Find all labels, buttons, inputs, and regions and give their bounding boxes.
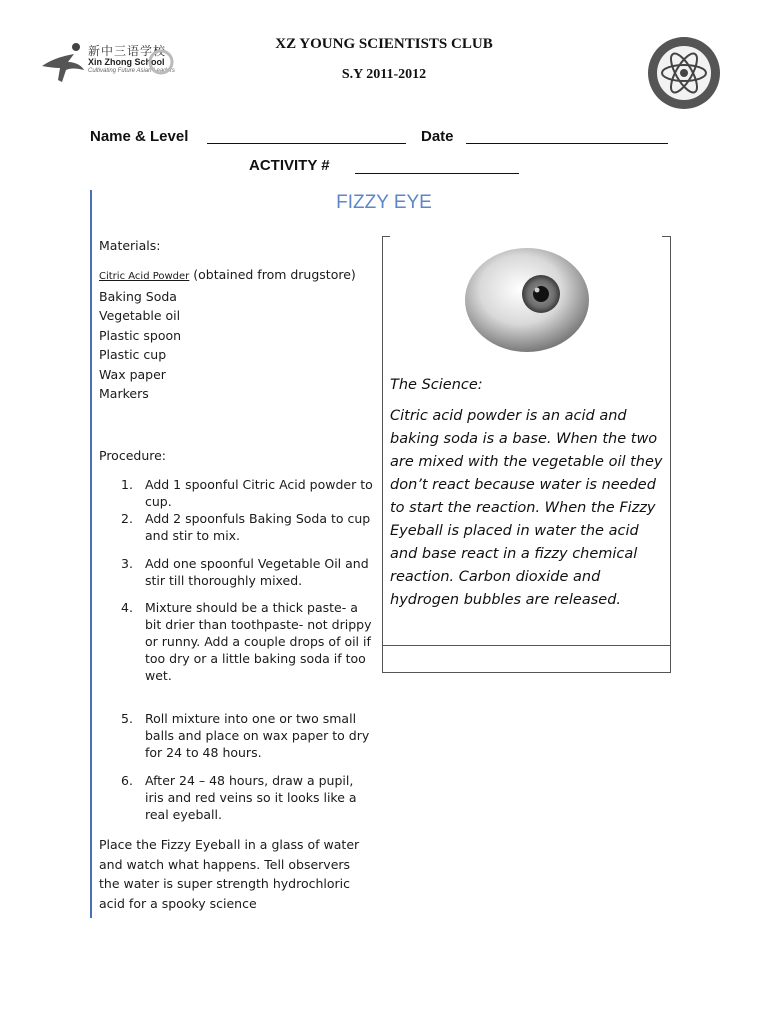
eyeball-image — [463, 247, 591, 353]
material-item: Vegetable oil — [99, 308, 181, 323]
material-item: Markers — [99, 386, 149, 401]
science-box-divider — [382, 645, 671, 646]
name-level-blank-line[interactable] — [207, 143, 406, 144]
material-citric-acid-name: Citric Acid Powder — [99, 271, 190, 282]
material-citric-acid-note: (obtained from drugstore) — [189, 267, 356, 282]
activity-number-blank-line[interactable] — [355, 173, 519, 174]
material-citric-acid — [99, 265, 359, 287]
activity-number-label: ACTIVITY # — [249, 157, 330, 174]
school-year: S.Y 2011-2012 — [341, 67, 427, 82]
step-number: 2. — [121, 511, 133, 526]
step-number: 6. — [121, 773, 133, 788]
materials-list — [99, 265, 359, 404]
date-blank-line[interactable] — [466, 143, 668, 144]
science-box-right-border — [670, 236, 671, 672]
club-seal-atom-icon — [634, 36, 734, 110]
science-box-corner — [662, 236, 670, 237]
science-box-corner — [382, 236, 390, 237]
left-margin-rule — [90, 190, 92, 918]
date-label: Date — [421, 128, 454, 145]
science-box-bottom — [382, 672, 671, 673]
club-title: XZ YOUNG SCIENTISTS CLUB — [275, 36, 493, 52]
science-heading: The Science: — [390, 377, 483, 393]
procedure-closing-text: Place the Fizzy Eyeball in a glass of water and watch what happens. Tell observers the water is super strength hydrochloric acid for a spooky science — [99, 837, 360, 911]
material-item: Plastic spoon — [99, 327, 182, 343]
step-text: Mixture should be a thick paste- a bit drier than toothpaste- not drippy or runny. Add a couple drops of oil if too dry or a little baking soda if too wet. — [145, 600, 372, 683]
step-text: Add 1 spoonful Citric Acid powder to cup. — [145, 477, 373, 509]
step-number: 1. — [121, 477, 133, 492]
science-explanation: Citric acid powder is an acid and baking soda is a base. When the two are mixed with the vegetable oil they don’t react because water is needed to start the reaction. When the Fizzy Eyeball is placed in water the acid and base react in a fizzy chemical reaction. Carbon dioxide and hydrogen bubbles are released. — [390, 408, 663, 608]
science-box-left-border — [382, 236, 383, 672]
step-text: Roll mixture into one or two small balls and place on wax paper to dry for 24 to 48 hours. — [145, 711, 370, 760]
name-level-label: Name & Level — [90, 128, 189, 145]
logo-tagline: Cultivating Future Asian Leaders — [88, 68, 175, 74]
logo-chinese-name: 新中三语学校 — [88, 44, 167, 58]
activity-title: FIZZY EYE — [336, 192, 432, 213]
material-item: Baking Soda — [99, 288, 177, 304]
material-item: Wax paper — [99, 366, 166, 382]
materials-heading: Materials: — [99, 238, 161, 253]
step-text: Add one spoonful Vegetable Oil and stir till thoroughly mixed. — [145, 556, 369, 588]
step-number: 5. — [121, 711, 133, 726]
material-item: Plastic cup — [99, 347, 167, 362]
logo-english-name: Xin Zhong School — [88, 57, 165, 67]
step-text: After 24 – 48 hours, draw a pupil, iris and red veins so it looks like a real eyeball. — [145, 773, 357, 822]
step-text: Add 2 spoonfuls Baking Soda to cup and stir to mix. — [145, 511, 371, 543]
step-number: 4. — [121, 600, 133, 615]
procedure-heading: Procedure: — [99, 448, 167, 463]
step-number: 3. — [121, 556, 133, 571]
